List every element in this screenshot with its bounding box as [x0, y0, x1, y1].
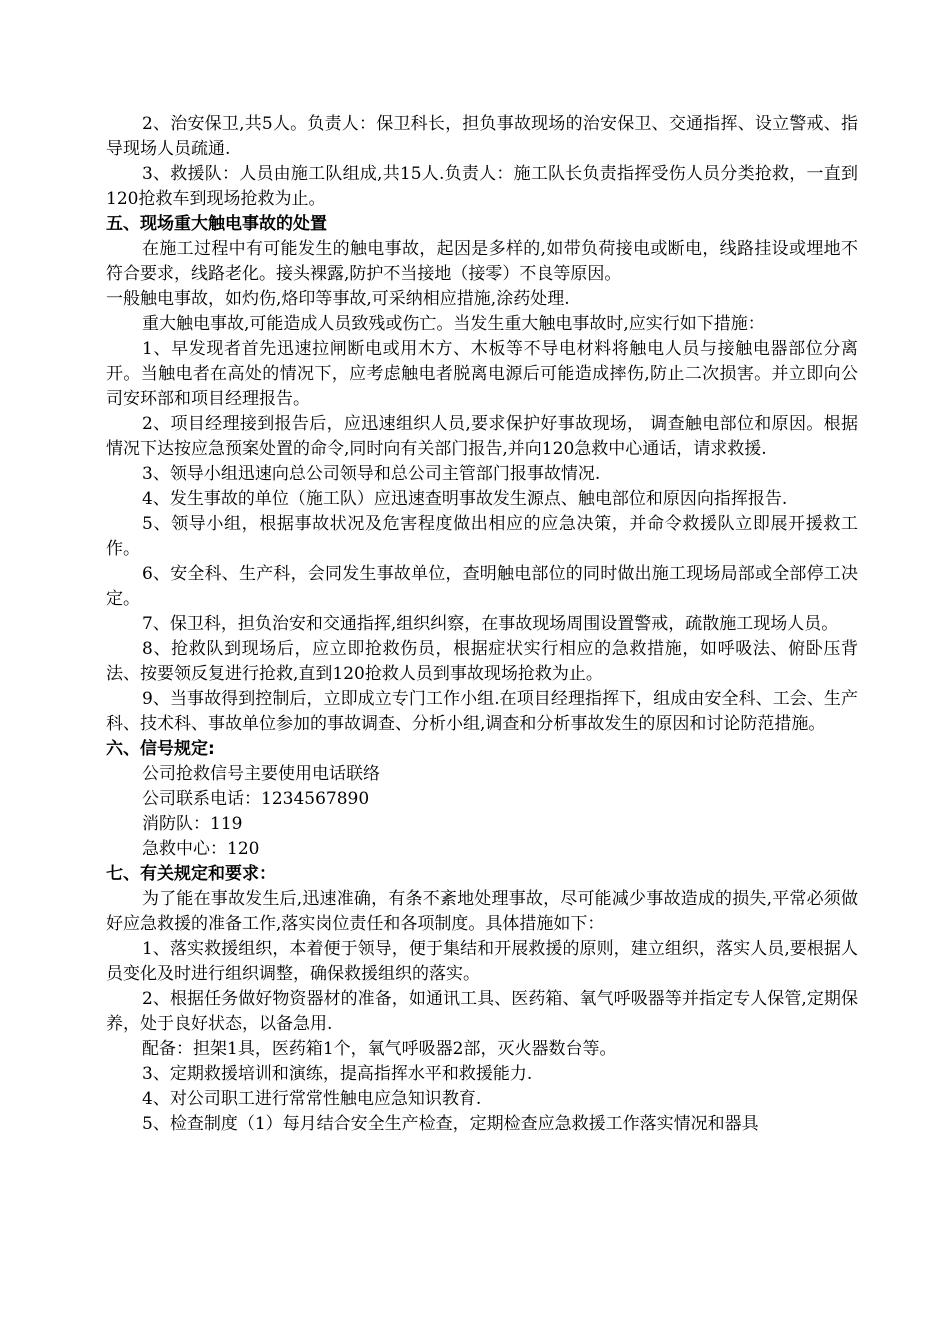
measure-2: 2、项目经理接到报告后，应迅速组织人员,要求保护好事故现场， 调查触电部位和原因。根据情况下达按应急预案处置的命令,同时向有关部门报告,并向120急救中心通话，请求救援.: [106, 414, 858, 459]
paragraph-security-team: 2、治安保卫,共5人。负责人：保卫科长，担负事故现场的治安保卫、交通指挥、设立警戒、指导现场人员疏通.: [106, 114, 858, 159]
requirement-5: 5、检查制度（1）每月结合安全生产检查，定期检查应急救援工作落实情况和器具: [142, 1114, 759, 1134]
contact-company-phone: 公司联系电话：1234567890: [142, 789, 370, 809]
paragraph-electric-causes: 在施工过程中有可能发生的触电事故，起因是多样的,如带负荷接电或断电，线路挂设或埋地不符合要求，线路老化。接头裸露,防护不当接地（接零）不良等原因。: [106, 239, 858, 284]
measure-9: 9、当事故得到控制后，立即成立专门工作小组.在项目经理指挥下，组成由安全科、工会、生产科、技术科、事故单位参加的事故调查、分析小组,调查和分析事故发生的原因和讨论防范措施。: [106, 689, 858, 734]
requirement-4: 4、对公司职工进行常常性触电应急知识教育.: [142, 1089, 482, 1109]
measure-5: 5、领导小组，根据事故状况及危害程度做出相应的应急决策，并命令救援队立即展开援救工作。: [106, 514, 858, 559]
section-heading-6: 六、信号规定:: [106, 739, 215, 759]
paragraph-requirements-intro: 为了能在事故发生后,迅速准确，有条不紊地处理事故，尽可能减少事故造成的损失,平常必须做好应急救援的准备工作,落实岗位责任和各项制度。具体措施如下：: [106, 889, 858, 934]
document-body: [106, 112, 858, 1137]
measure-3: 3、领导小组迅速向总公司领导和总公司主管部门报事故情况.: [142, 464, 601, 484]
section-heading-7: 七、有关规定和要求：: [106, 864, 276, 884]
measure-7: 7、保卫科，担负治安和交通指挥,组织纠察，在事故现场周围设置警戒，疏散施工现场人员。: [142, 614, 839, 634]
paragraph-minor-electric: 一般触电事故，如灼伤,烙印等事故,可采纳相应措施,涂药处理.: [106, 289, 570, 309]
contact-method: 公司抢救信号主要使用电话联络: [142, 764, 380, 784]
requirement-3: 3、定期救援培训和演练，提高指挥水平和救援能力.: [142, 1064, 533, 1084]
contact-fire-dept: 消防队：119: [142, 814, 243, 834]
measure-4: 4、发生事故的单位（施工队）应迅速查明事故发生源点、触电部位和原因向指挥报告.: [142, 489, 788, 509]
section-heading-5: 五、现场重大触电事故的处置: [106, 214, 327, 234]
measure-1: 1、早发现者首先迅速拉闸断电或用木方、木板等不导电材料将触电人员与接触电器部位分离开。当触电者在高处的情况下，应考虑触电者脱离电源后可能造成摔伤,防止二次损害。并立即向公司安环部和项目经理报告。: [106, 339, 858, 409]
paragraph-rescue-team: 3、救援队：人员由施工队组成,共15人.负责人：施工队长负责指挥受伤人员分类抢救，一直到120抢救车到现场抢救为止。: [106, 164, 858, 209]
measure-6: 6、安全科、生产科，会同发生事故单位，查明触电部位的同时做出施工现场局部或全部停工决定。: [106, 564, 858, 609]
paragraph-major-electric: 重大触电事故,可能造成人员致残或伤亡。当发生重大触电事故时,应实行如下措施：: [142, 314, 765, 334]
requirement-2: 2、根据任务做好物资器材的准备，如通讯工具、医药箱、氧气呼吸器等并指定专人保管,定期保养，处于良好状态，以备急用.: [106, 989, 858, 1034]
contact-emergency-center: 急救中心：120: [142, 839, 260, 859]
requirement-1: 1、落实救援组织，本着便于领导，便于集结和开展救援的原则，建立组织，落实人员,要根据人员变化及时进行组织调整，确保救援组织的落实。: [106, 939, 858, 984]
measure-8: 8、抢救队到现场后，应立即抢救伤员，根据症状实行相应的急救措施，如呼吸法、俯卧压背法、按要领反复进行抢救,直到120抢救人员到事故现场抢救为止。: [106, 639, 858, 684]
requirement-equipment: 配备：担架1具，医药箱1个，氧气呼吸器2部，灭火器数台等。: [142, 1039, 617, 1059]
